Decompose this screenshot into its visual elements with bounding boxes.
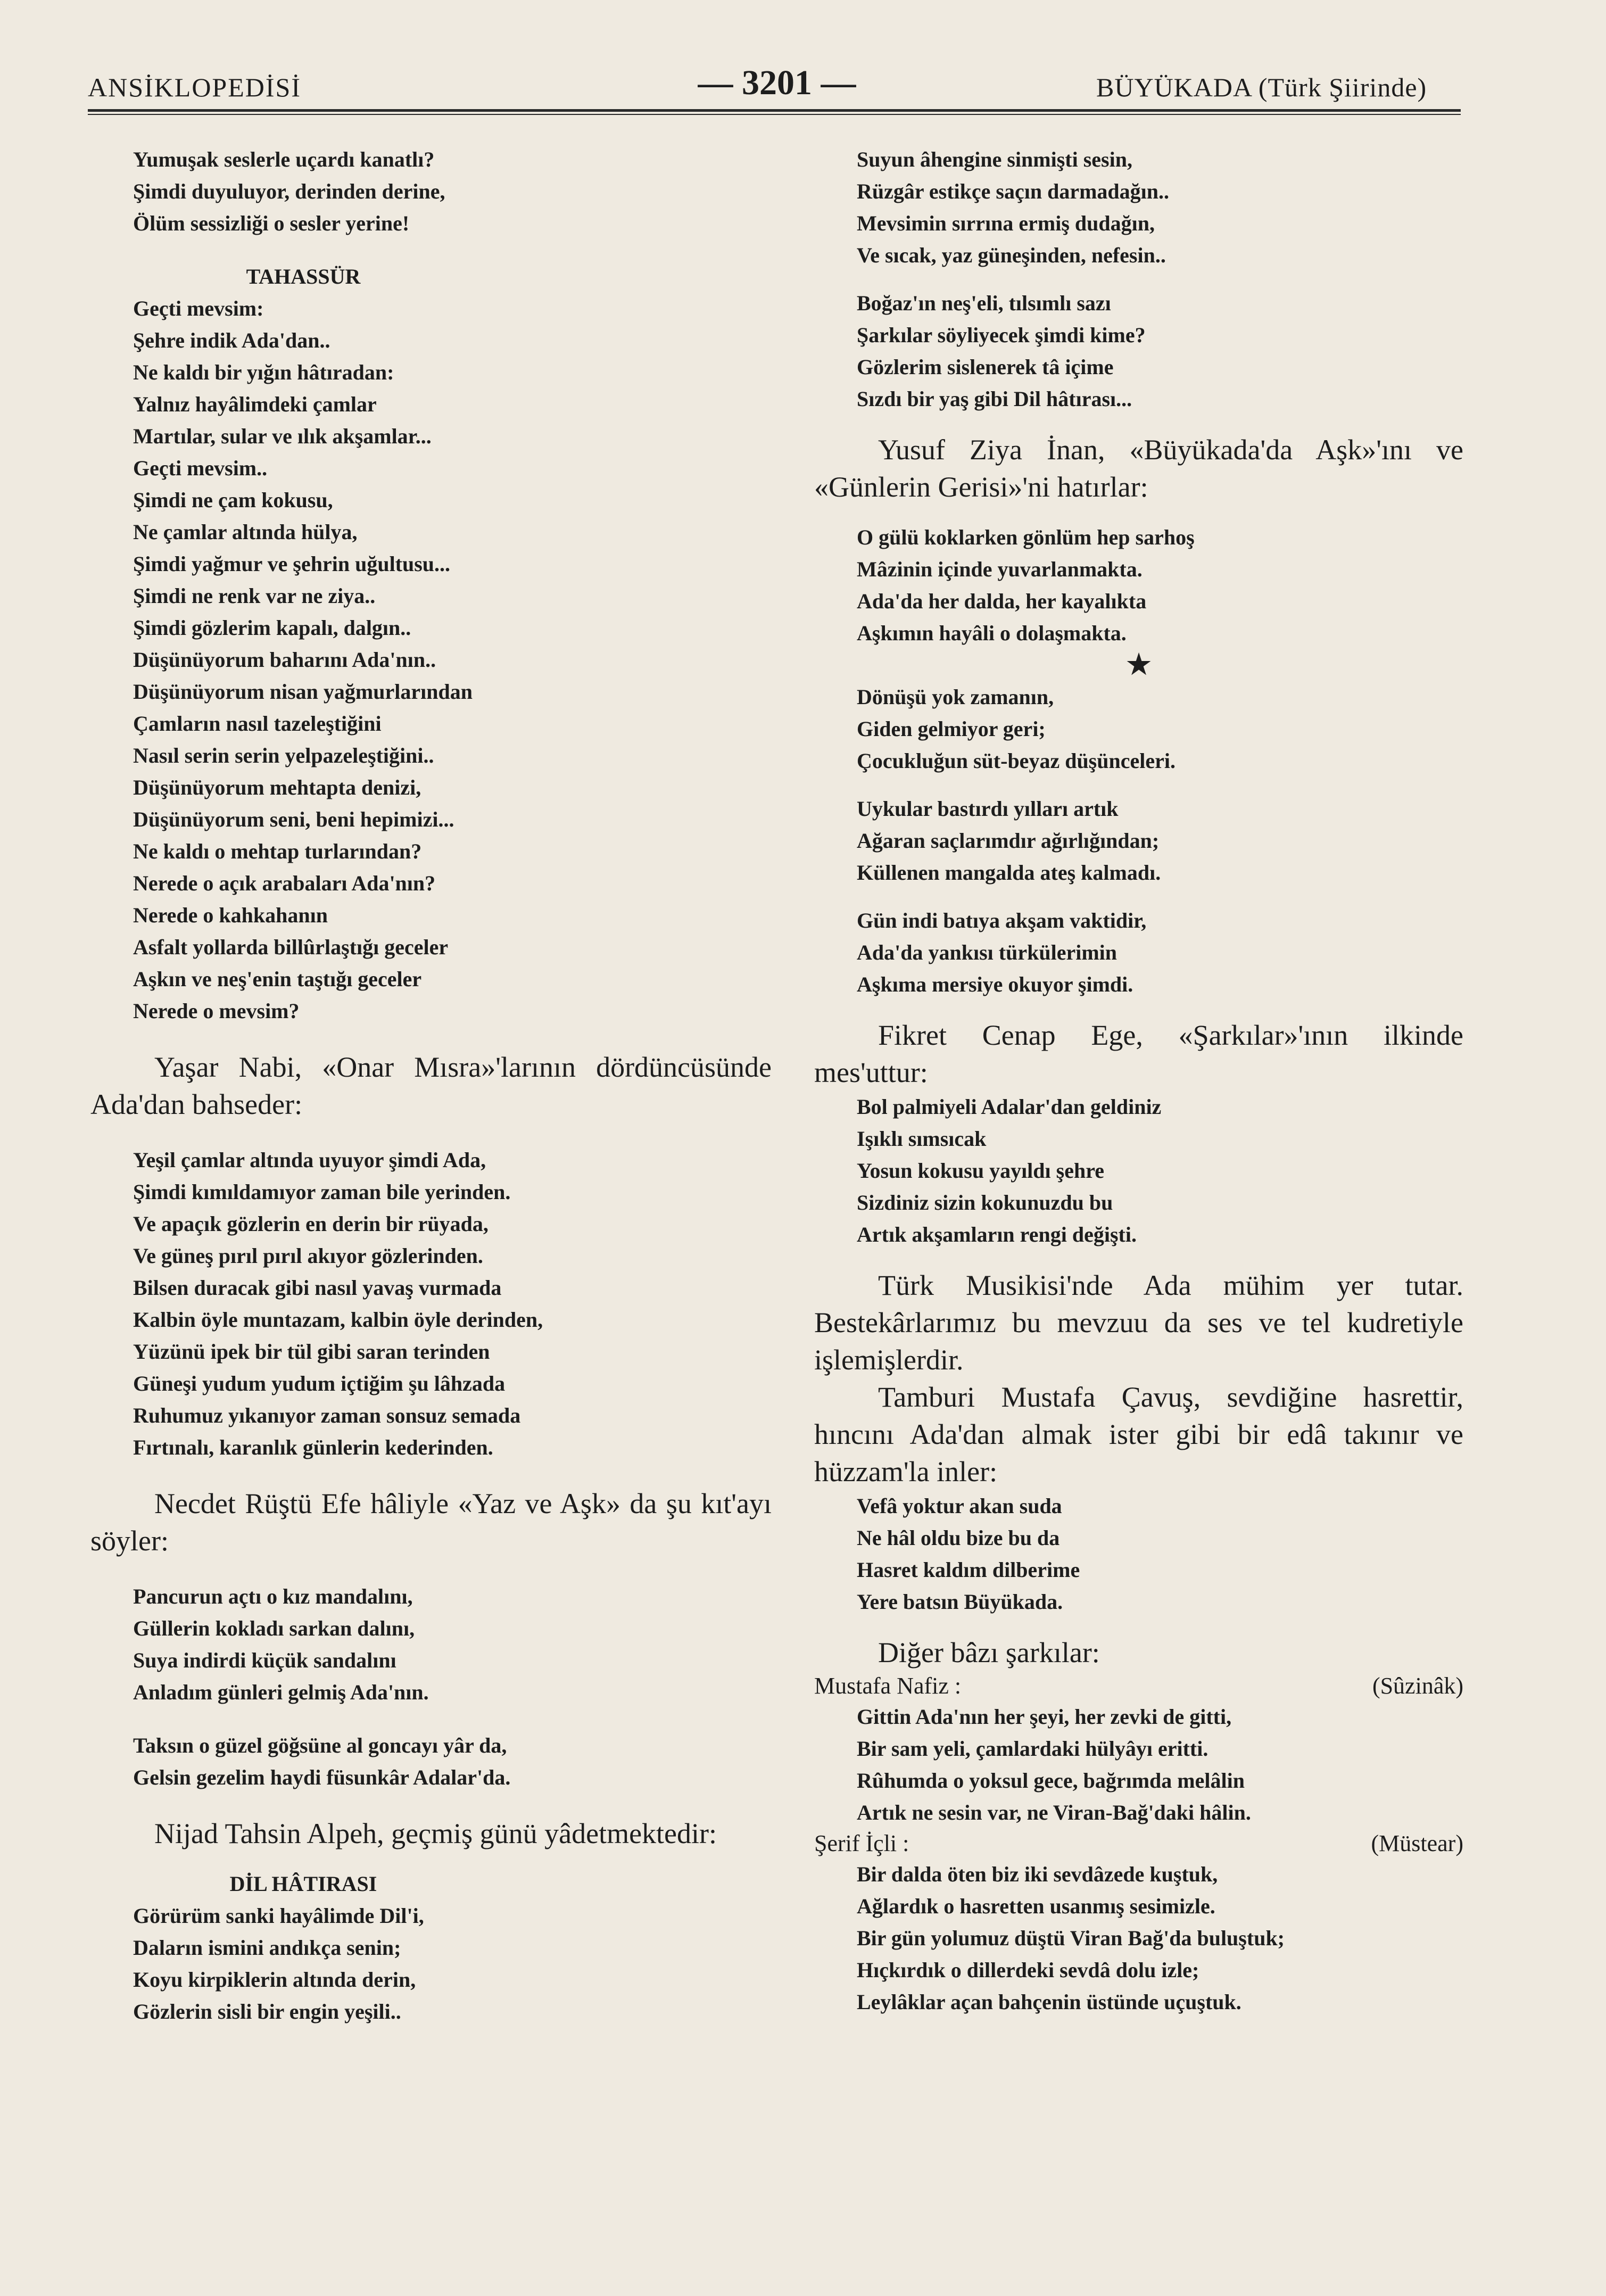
verse-line: Gelsin gezelim haydi füsunkâr Adalar'da. xyxy=(133,1765,511,1789)
verse-line: Çamların nasıl tazeleştiğini xyxy=(133,712,382,736)
poem-block xyxy=(90,1144,772,1464)
verse-line: Nerede o kahkahanın xyxy=(133,903,328,927)
verse-line: Boğaz'ın neş'eli, tılsımlı sazı xyxy=(857,291,1111,315)
verse-line: Nerede o mevsim? xyxy=(133,999,300,1023)
verse-line: Ağaran saçlarımdır ağırlığından; xyxy=(857,829,1160,853)
poem-block xyxy=(814,905,1463,1001)
verse-line: Pancurun açtı o kız mandalını, xyxy=(133,1584,413,1608)
verse-line: Vefâ yoktur akan suda xyxy=(857,1494,1062,1518)
verse-line: Çocukluğun süt-beyaz düşünceleri. xyxy=(857,749,1175,773)
verse-line: Gözlerin sisli bir engin yeşili.. xyxy=(133,2000,401,2024)
verse-line: Nerede o açık arabaları Ada'nın? xyxy=(133,871,436,895)
header-rule-thin xyxy=(88,114,1461,115)
verse-line: Anladım günleri gelmiş Ada'nın. xyxy=(133,1680,429,1704)
prose-paragraph: Türk Musikisi'nde Ada mühim yer tutar. Bestekârlarımız bu mevzuu da ses ve tel kudretiyle işlemişlerdir. xyxy=(814,1269,1463,1376)
verse-line: Ölüm sessizliği o sesler yerine! xyxy=(133,211,410,235)
verse-line: Suyun âhengine sinmişti sesin, xyxy=(857,147,1132,171)
makam-name: (Sûzinâk) xyxy=(1372,1673,1463,1699)
poem-title: DİL HÂTIRASI xyxy=(229,1872,377,1896)
verse-line: Şimdi kımıldamıyor zaman bile yerinden. xyxy=(133,1180,511,1204)
verse-line: Mevsimin sırrına ermiş dudağın, xyxy=(857,211,1155,235)
verse-line: Uykular bastırdı yılları artık xyxy=(857,797,1119,821)
verse-line: Bol palmiyeli Adalar'dan geldiniz xyxy=(857,1095,1162,1119)
verse-line: Bir dalda öten biz iki sevdâzede kuştuk, xyxy=(857,1862,1218,1886)
composer-name: Şerif İçli : xyxy=(814,1830,909,1856)
verse-line: Ve güneş pırıl pırıl akıyor gözlerinden. xyxy=(133,1244,483,1268)
poem-block xyxy=(90,293,772,1027)
verse-line: Güneşi yudum yudum içtiğim şu lâhzada xyxy=(133,1372,506,1395)
verse-line: Düşünüyorum nisan yağmurlarından xyxy=(133,680,473,704)
verse-line: Şimdi duyuluyor, derinden derine, xyxy=(133,179,445,203)
verse-line: Ruhumuz yıkanıyor zaman sonsuz semada xyxy=(133,1403,521,1427)
verse-line: Fırtınalı, karanlık günlerin kederinden. xyxy=(133,1435,493,1459)
running-head-left: ANSİKLOPEDİSİ xyxy=(88,72,301,102)
prose-paragraph: Yaşar Nabi, «Onar Mısra»'larının dördüncüsünde Ada'dan bahseder: xyxy=(90,1051,772,1120)
verse-line: Işıklı sımsıcak xyxy=(857,1127,987,1151)
prose-paragraph: Necdet Rüştü Efe hâliyle «Yaz ve Aşk» da şu kıt'ayı söyler: xyxy=(90,1488,772,1557)
poem-block xyxy=(814,681,1463,777)
verse-line: Düşünüyorum baharını Ada'nın.. xyxy=(133,648,436,672)
poem-block xyxy=(90,144,772,239)
verse-line: Koyu kirpiklerin altında derin, xyxy=(133,1968,416,1992)
verse-line: Hasret kaldım dilberime xyxy=(857,1558,1080,1582)
verse-line: Yumuşak seslerle uçardı kanatlı? xyxy=(133,147,435,171)
makam-name: (Müstear) xyxy=(1371,1830,1463,1856)
verse-line: Ve apaçık gözlerin en derin bir rüyada, xyxy=(133,1212,489,1236)
poem-block xyxy=(90,1900,772,2028)
verse-line: Ne çamlar altında hülya, xyxy=(133,520,358,544)
composer-name: Mustafa Nafiz : xyxy=(814,1673,962,1699)
prose-paragraph: Diğer bâzı şarkılar: xyxy=(878,1637,1100,1669)
verse-line: Suya indirdi küçük sandalını xyxy=(133,1648,396,1672)
verse-line: Ne kaldı o mehtap turlarından? xyxy=(133,839,422,863)
verse-line: Ada'da her dalda, her kayalıkta xyxy=(857,589,1147,613)
poem-title: TAHASSÜR xyxy=(246,265,361,288)
running-head-right: BÜYÜKADA (Türk Şiirinde) xyxy=(1096,72,1427,102)
verse-line: Düşünüyorum seni, beni hepimizi... xyxy=(133,807,454,831)
composer-line xyxy=(814,1671,1463,1701)
star-ornament: ★ xyxy=(1126,650,1152,680)
verse-line: Daların ismini andıkça senin; xyxy=(133,1936,401,1960)
prose-paragraph: Nijad Tahsin Alpeh, geçmiş günü yâdetmektedir: xyxy=(154,1818,717,1849)
verse-line: Kalbin öyle muntazam, kalbin öyle derinden, xyxy=(133,1308,543,1332)
verse-line: Ne hâl oldu bize bu da xyxy=(857,1526,1060,1550)
verse-line: Yosun kokusu yayıldı şehre xyxy=(857,1159,1104,1183)
poem-block xyxy=(814,1490,1463,1618)
verse-line: Geçti mevsim.. xyxy=(133,456,268,480)
left-column xyxy=(90,144,772,2028)
verse-line: Küllenen mangalda ateş kalmadı. xyxy=(857,861,1161,885)
verse-line: Bir gün yolumuz düştü Viran Bağ'da buluştuk; xyxy=(857,1926,1285,1950)
poem-block xyxy=(814,1859,1463,2018)
page-header xyxy=(0,0,1606,128)
header-rule xyxy=(88,109,1461,112)
verse-line: Ada'da yankısı türkülerimin xyxy=(857,940,1117,964)
poem-block xyxy=(90,1730,772,1794)
verse-line: Asfalt yollarda billûrlaştığı geceler xyxy=(133,935,449,959)
verse-line: Aşkıma mersiye okuyor şimdi. xyxy=(857,972,1133,996)
verse-line: Artık ne sesin var, ne Viran-Bağ'daki hâlin. xyxy=(857,1801,1251,1824)
verse-line: Yüzünü ipek bir tül gibi saran terinden xyxy=(133,1340,490,1364)
verse-line: Şimdi yağmur ve şehrin uğultusu... xyxy=(133,552,451,576)
verse-line: Rûhumda o yoksul gece, bağrımda melâlin xyxy=(857,1769,1245,1793)
poem-block xyxy=(90,1581,772,1708)
verse-line: Gözlerim sislenerek tâ içime xyxy=(857,355,1114,379)
verse-line: Yalnız hayâlimdeki çamlar xyxy=(133,392,377,416)
verse-line: Güllerin kokladı sarkan dalını, xyxy=(133,1616,415,1640)
verse-line: Dönüşü yok zamanın, xyxy=(857,685,1054,709)
poem-block xyxy=(814,1701,1463,1829)
verse-line: Aşkımın hayâli o dolaşmakta. xyxy=(857,621,1127,645)
verse-line: Bilsen duracak gibi nasıl yavaş vurmada xyxy=(133,1276,502,1300)
verse-line: Sizdiniz sizin kokunuzdu bu xyxy=(857,1191,1113,1215)
verse-line: Geçti mevsim: xyxy=(133,296,264,320)
verse-line: Taksın o güzel göğsüne al goncayı yâr da, xyxy=(133,1733,507,1757)
verse-line: Yeşil çamlar altında uyuyor şimdi Ada, xyxy=(133,1148,486,1172)
verse-line: Düşünüyorum mehtapta denizi, xyxy=(133,775,421,799)
poem-block xyxy=(814,1091,1463,1251)
verse-line: O gülü koklarken gönlüm hep sarhoş xyxy=(857,525,1195,549)
verse-line: Ağlardık o hasretten usanmış sesimizle. xyxy=(857,1894,1215,1918)
verse-line: Mâzinin içinde yuvarlanmakta. xyxy=(857,557,1143,581)
verse-line: Görürüm sanki hayâlimde Dil'i, xyxy=(133,1904,424,1928)
verse-line: Şimdi ne renk var ne ziya.. xyxy=(133,584,376,608)
verse-line: Yere batsın Büyükada. xyxy=(857,1590,1063,1614)
poem-block xyxy=(814,522,1463,649)
prose-paragraph: Yusuf Ziya İnan, «Büyükada'da Aşk»'ını ve «Günlerin Gerisi»'ni hatırlar: xyxy=(814,434,1463,503)
poem-block xyxy=(814,287,1463,415)
verse-line: Şimdi ne çam kokusu, xyxy=(133,488,333,512)
verse-line: Martılar, sular ve ılık akşamlar... xyxy=(133,424,432,448)
verse-line: Giden gelmiyor geri; xyxy=(857,717,1046,741)
verse-line: Şarkılar söyliyecek şimdi kime? xyxy=(857,323,1146,347)
verse-line: Gittin Ada'nın her şeyi, her zevki de gitti, xyxy=(857,1705,1232,1729)
verse-line: Şehre indik Ada'dan.. xyxy=(133,328,330,352)
verse-line: Sızdı bir yaş gibi Dil hâtırası... xyxy=(857,387,1132,411)
page-number: — 3201 — xyxy=(698,63,856,102)
composer-line xyxy=(814,1829,1463,1859)
prose-paragraph: Fikret Cenap Ege, «Şarkılar»'ının ilkinde mes'uttur: xyxy=(814,1019,1463,1088)
verse-line: Şimdi gözlerim kapalı, dalgın.. xyxy=(133,616,411,640)
poem-block xyxy=(814,793,1463,889)
verse-line: Ve sıcak, yaz güneşinden, nefesin.. xyxy=(857,243,1166,267)
verse-line: Rüzgâr estikçe saçın darmadağın.. xyxy=(857,179,1170,203)
prose-paragraph: Tamburi Mustafa Çavuş, sevdiğine hasrettir, hıncını Ada'dan almak ister gibi bir edâ takınır ve hüzzam'la inler: xyxy=(814,1381,1463,1488)
verse-line: Bir sam yeli, çamlardaki hülyâyı eritti. xyxy=(857,1737,1208,1761)
verse-line: Ne kaldı bir yığın hâtıradan: xyxy=(133,360,394,384)
right-column xyxy=(814,144,1463,2018)
verse-line: Nasıl serin serin yelpazeleştiğini.. xyxy=(133,744,434,767)
verse-line: Artık akşamların rengi değişti. xyxy=(857,1223,1137,1246)
verse-line: Hıçkırdık o dillerdeki sevdâ dolu izle; xyxy=(857,1958,1199,1982)
verse-line: Gün indi batıya akşam vaktidir, xyxy=(857,909,1147,932)
poem-block xyxy=(814,144,1463,271)
verse-line: Aşkın ve neş'enin taştığı geceler xyxy=(133,967,422,991)
verse-line: Leylâklar açan bahçenin üstünde uçuştuk. xyxy=(857,1990,1241,2014)
